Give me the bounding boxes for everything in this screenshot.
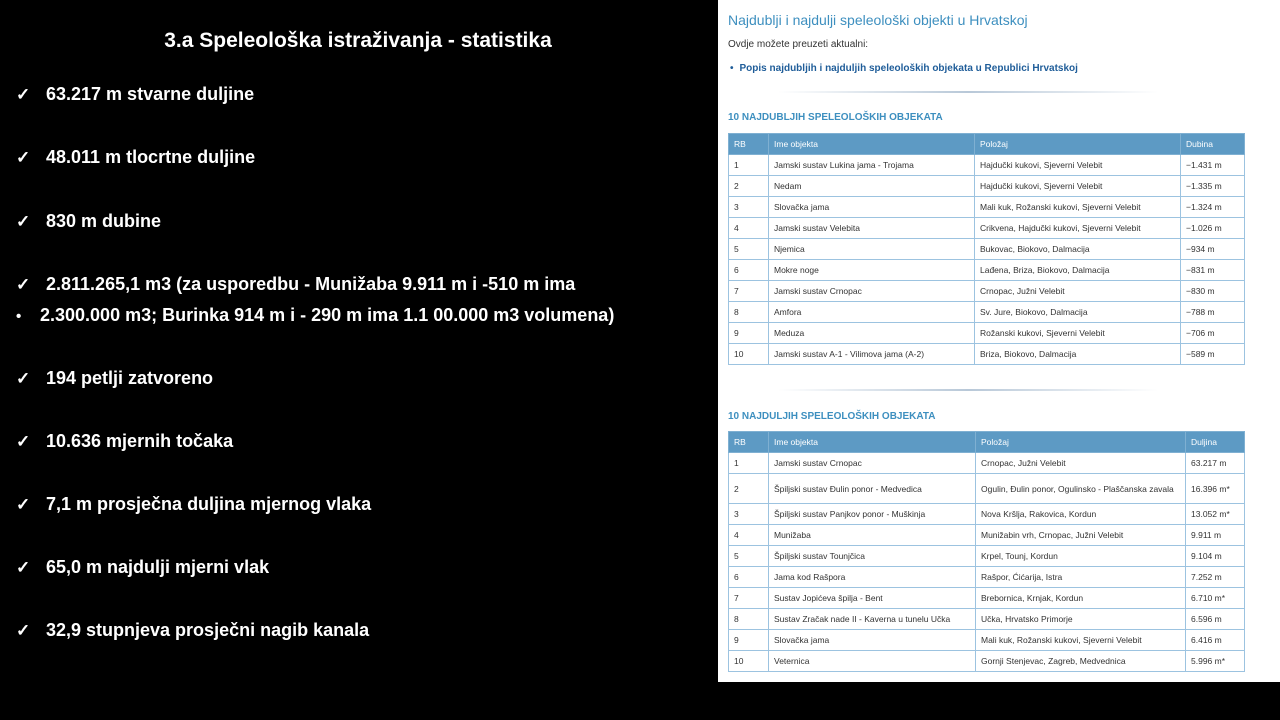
cell-value: 9.104 m [1186, 546, 1245, 567]
check-icon: ✓ [16, 432, 31, 451]
cell-name: Amfora [769, 302, 975, 323]
stat-item [16, 274, 575, 295]
cell-rank: 1 [729, 155, 769, 176]
cell-location: Crikvena, Hajdučki kukovi, Sjeverni Velebit [975, 218, 1181, 239]
column-header: Položaj [976, 432, 1186, 453]
cell-name: Jamski sustav Crnopac [769, 281, 975, 302]
cell-name: Jamski sustav Lukina jama - Trojama [769, 155, 975, 176]
column-header: Duljina [1186, 432, 1245, 453]
cell-value: 63.217 m [1186, 453, 1245, 474]
cell-name: Jamski sustav Velebita [769, 218, 975, 239]
cell-value: 13.052 m* [1186, 504, 1245, 525]
column-header: RB [729, 134, 769, 155]
stat-text: 63.217 m stvarne duljine [46, 84, 255, 104]
column-header: Ime objekta [769, 134, 975, 155]
bullet-icon: • [16, 308, 22, 325]
cell-name: Špiljski sustav Tounjčica [769, 546, 976, 567]
cell-value: −788 m [1181, 302, 1245, 323]
cell-location: Hajdučki kukovi, Sjeverni Velebit [975, 176, 1181, 197]
stat-item [16, 620, 369, 641]
cell-value: −589 m [1181, 344, 1245, 365]
stat-item [16, 84, 254, 105]
table-row [729, 525, 1245, 546]
cell-name: Jama kod Rašpora [769, 567, 976, 588]
cell-rank: 10 [729, 344, 769, 365]
cell-location: Učka, Hrvatsko Primorje [976, 609, 1186, 630]
cell-rank: 3 [729, 504, 769, 525]
intro-text: Ovdje možete preuzeti aktualni: [728, 39, 869, 50]
cell-rank: 5 [729, 546, 769, 567]
cell-location: Krpel, Tounj, Kordun [976, 546, 1186, 567]
cell-location: Rožanski kukovi, Sjeverni Velebit [975, 323, 1181, 344]
deepest-table-title: 10 NAJDUBLJIH SPELEOLOŠKIH OBJEKATA [728, 112, 943, 123]
table-row [729, 281, 1245, 302]
cell-location: Lađena, Briza, Biokovo, Dalmacija [975, 260, 1181, 281]
check-icon: ✓ [16, 369, 31, 388]
stat-text: 10.636 mjernih točaka [46, 431, 234, 451]
cell-location: Bukovac, Biokovo, Dalmacija [975, 239, 1181, 260]
cell-name: Sustav Zračak nade II - Kaverna u tunelu Učka [769, 609, 976, 630]
cell-rank: 3 [729, 197, 769, 218]
stat-text: 32,9 stupnjeva prosječni nagib kanala [46, 620, 370, 640]
cell-value: −706 m [1181, 323, 1245, 344]
cell-rank: 9 [729, 630, 769, 651]
column-header: RB [729, 432, 769, 453]
cell-value: −1.431 m [1181, 155, 1245, 176]
cell-value: −1.324 m [1181, 197, 1245, 218]
cell-location: Brebornica, Krnjak, Kordun [976, 588, 1186, 609]
table-header-row [729, 134, 1245, 155]
download-link[interactable]: Popis najdubljih i najduljih speleoloških objekata u Republici Hrvatskoj [739, 63, 1078, 74]
separator [778, 91, 1158, 93]
table-row [729, 344, 1245, 365]
stat-item [16, 431, 233, 452]
cell-value: −1.335 m [1181, 176, 1245, 197]
stat-text: 65,0 m najdulji mjerni vlak [46, 557, 270, 577]
column-header: Dubina [1181, 134, 1245, 155]
cell-value: −1.026 m [1181, 218, 1245, 239]
stat-item [16, 368, 213, 389]
slide-title: 3.a Speleološka istraživanja - statistika [164, 29, 552, 52]
cell-name: Špiljski sustav Đulin ponor - Medvedica [769, 474, 976, 504]
cell-location: Mali kuk, Rožanski kukovi, Sjeverni Velebit [975, 197, 1181, 218]
stat-item [16, 305, 614, 326]
table-row [729, 197, 1245, 218]
cell-location: Rašpor, Ćićarija, Istra [976, 567, 1186, 588]
cell-rank: 8 [729, 302, 769, 323]
stat-item [16, 147, 255, 168]
cell-location: Ogulin, Đulin ponor, Ogulinsko - Plaščanska zavala [976, 474, 1186, 504]
table-header-row [729, 432, 1245, 453]
cell-name: Slovačka jama [769, 630, 976, 651]
separator [778, 389, 1158, 391]
cell-name: Slovačka jama [769, 197, 975, 218]
column-header: Ime objekta [769, 432, 976, 453]
cell-rank: 6 [729, 260, 769, 281]
cell-location: Hajdučki kukovi, Sjeverni Velebit [975, 155, 1181, 176]
cell-value: 7.252 m [1186, 567, 1245, 588]
cell-value: 6.710 m* [1186, 588, 1245, 609]
cell-rank: 8 [729, 609, 769, 630]
check-icon: ✓ [16, 495, 31, 514]
check-icon: ✓ [16, 558, 31, 577]
stat-text: 7,1 m prosječna duljina mjernog vlaka [46, 494, 372, 514]
cell-rank: 2 [729, 176, 769, 197]
cell-location: Gornji Stenjevac, Zagreb, Medvednica [976, 651, 1186, 672]
check-icon: ✓ [16, 85, 31, 104]
check-icon: ✓ [16, 148, 31, 167]
cell-name: Meduza [769, 323, 975, 344]
cell-rank: 6 [729, 567, 769, 588]
cell-rank: 5 [729, 239, 769, 260]
stat-text: 2.300.000 m3; Burinka 914 m i - 290 m ima 1.1 00.000 m3 volumena) [40, 305, 615, 325]
table-row [729, 567, 1245, 588]
cell-rank: 10 [729, 651, 769, 672]
stat-item [16, 211, 161, 232]
table-row [729, 453, 1245, 474]
table-row [729, 155, 1245, 176]
cell-location: Crnopac, Južni Velebit [975, 281, 1181, 302]
table-row [729, 260, 1245, 281]
stat-text: 48.011 m tlocrtne duljine [46, 147, 256, 167]
cell-rank: 4 [729, 525, 769, 546]
cell-name: Jamski sustav Crnopac [769, 453, 976, 474]
cell-name: Sustav Jopićeva špilja - Bent [769, 588, 976, 609]
page-heading: Najdublji i najdulji speleološki objekti u Hrvatskoj [728, 12, 1028, 28]
longest-table [728, 431, 1245, 672]
cell-value: −830 m [1181, 281, 1245, 302]
cell-value: 16.396 m* [1186, 474, 1245, 504]
table-row [729, 630, 1245, 651]
cell-value: −831 m [1181, 260, 1245, 281]
cell-name: Jamski sustav A-1 - Vilimova jama (A-2) [769, 344, 975, 365]
stat-item [16, 494, 371, 515]
stat-text: 830 m dubine [46, 211, 162, 231]
cell-rank: 9 [729, 323, 769, 344]
bullet-icon: • [730, 63, 734, 74]
cell-rank: 7 [729, 588, 769, 609]
cell-name: Špiljski sustav Panjkov ponor - Muškinja [769, 504, 976, 525]
check-icon: ✓ [16, 621, 31, 640]
stat-item [16, 557, 269, 578]
stat-text: 2.811.265,1 m3 (za usporedbu - Munižaba 9.911 m i -510 m ima [46, 274, 576, 294]
cell-rank: 4 [729, 218, 769, 239]
download-link-item[interactable] [730, 63, 1078, 74]
cell-value: 5.996 m* [1186, 651, 1245, 672]
cell-location: Munižabin vrh, Crnopac, Južni Velebit [976, 525, 1186, 546]
cell-name: Njemica [769, 239, 975, 260]
table-row [729, 651, 1245, 672]
table-row [729, 609, 1245, 630]
table-row [729, 588, 1245, 609]
cell-value: 9.911 m [1186, 525, 1245, 546]
cell-location: Briza, Biokovo, Dalmacija [975, 344, 1181, 365]
table-row [729, 239, 1245, 260]
cell-rank: 2 [729, 474, 769, 504]
check-icon: ✓ [16, 212, 31, 231]
cell-location: Nova Kršlja, Rakovica, Kordun [976, 504, 1186, 525]
web-screenshot-panel [718, 0, 1280, 682]
table-row [729, 504, 1245, 525]
cell-name: Veternica [769, 651, 976, 672]
cell-location: Sv. Jure, Biokovo, Dalmacija [975, 302, 1181, 323]
table-row [729, 546, 1245, 567]
cell-location: Crnopac, Južni Velebit [976, 453, 1186, 474]
stat-text: 194 petlji zatvoreno [46, 368, 214, 388]
table-row [729, 176, 1245, 197]
longest-table-title: 10 NAJDULJIH SPELEOLOŠKIH OBJEKATA [728, 411, 936, 422]
cell-value: 6.596 m [1186, 609, 1245, 630]
cell-rank: 1 [729, 453, 769, 474]
deepest-table [728, 133, 1245, 365]
table-row [729, 302, 1245, 323]
cell-value: 6.416 m [1186, 630, 1245, 651]
table-row [729, 218, 1245, 239]
cell-name: Nedam [769, 176, 975, 197]
cell-name: Munižaba [769, 525, 976, 546]
cell-value: −934 m [1181, 239, 1245, 260]
table-row [729, 474, 1245, 504]
column-header: Položaj [975, 134, 1181, 155]
table-row [729, 323, 1245, 344]
cell-rank: 7 [729, 281, 769, 302]
cell-name: Mokre noge [769, 260, 975, 281]
cell-location: Mali kuk, Rožanski kukovi, Sjeverni Velebit [976, 630, 1186, 651]
check-icon: ✓ [16, 275, 31, 294]
